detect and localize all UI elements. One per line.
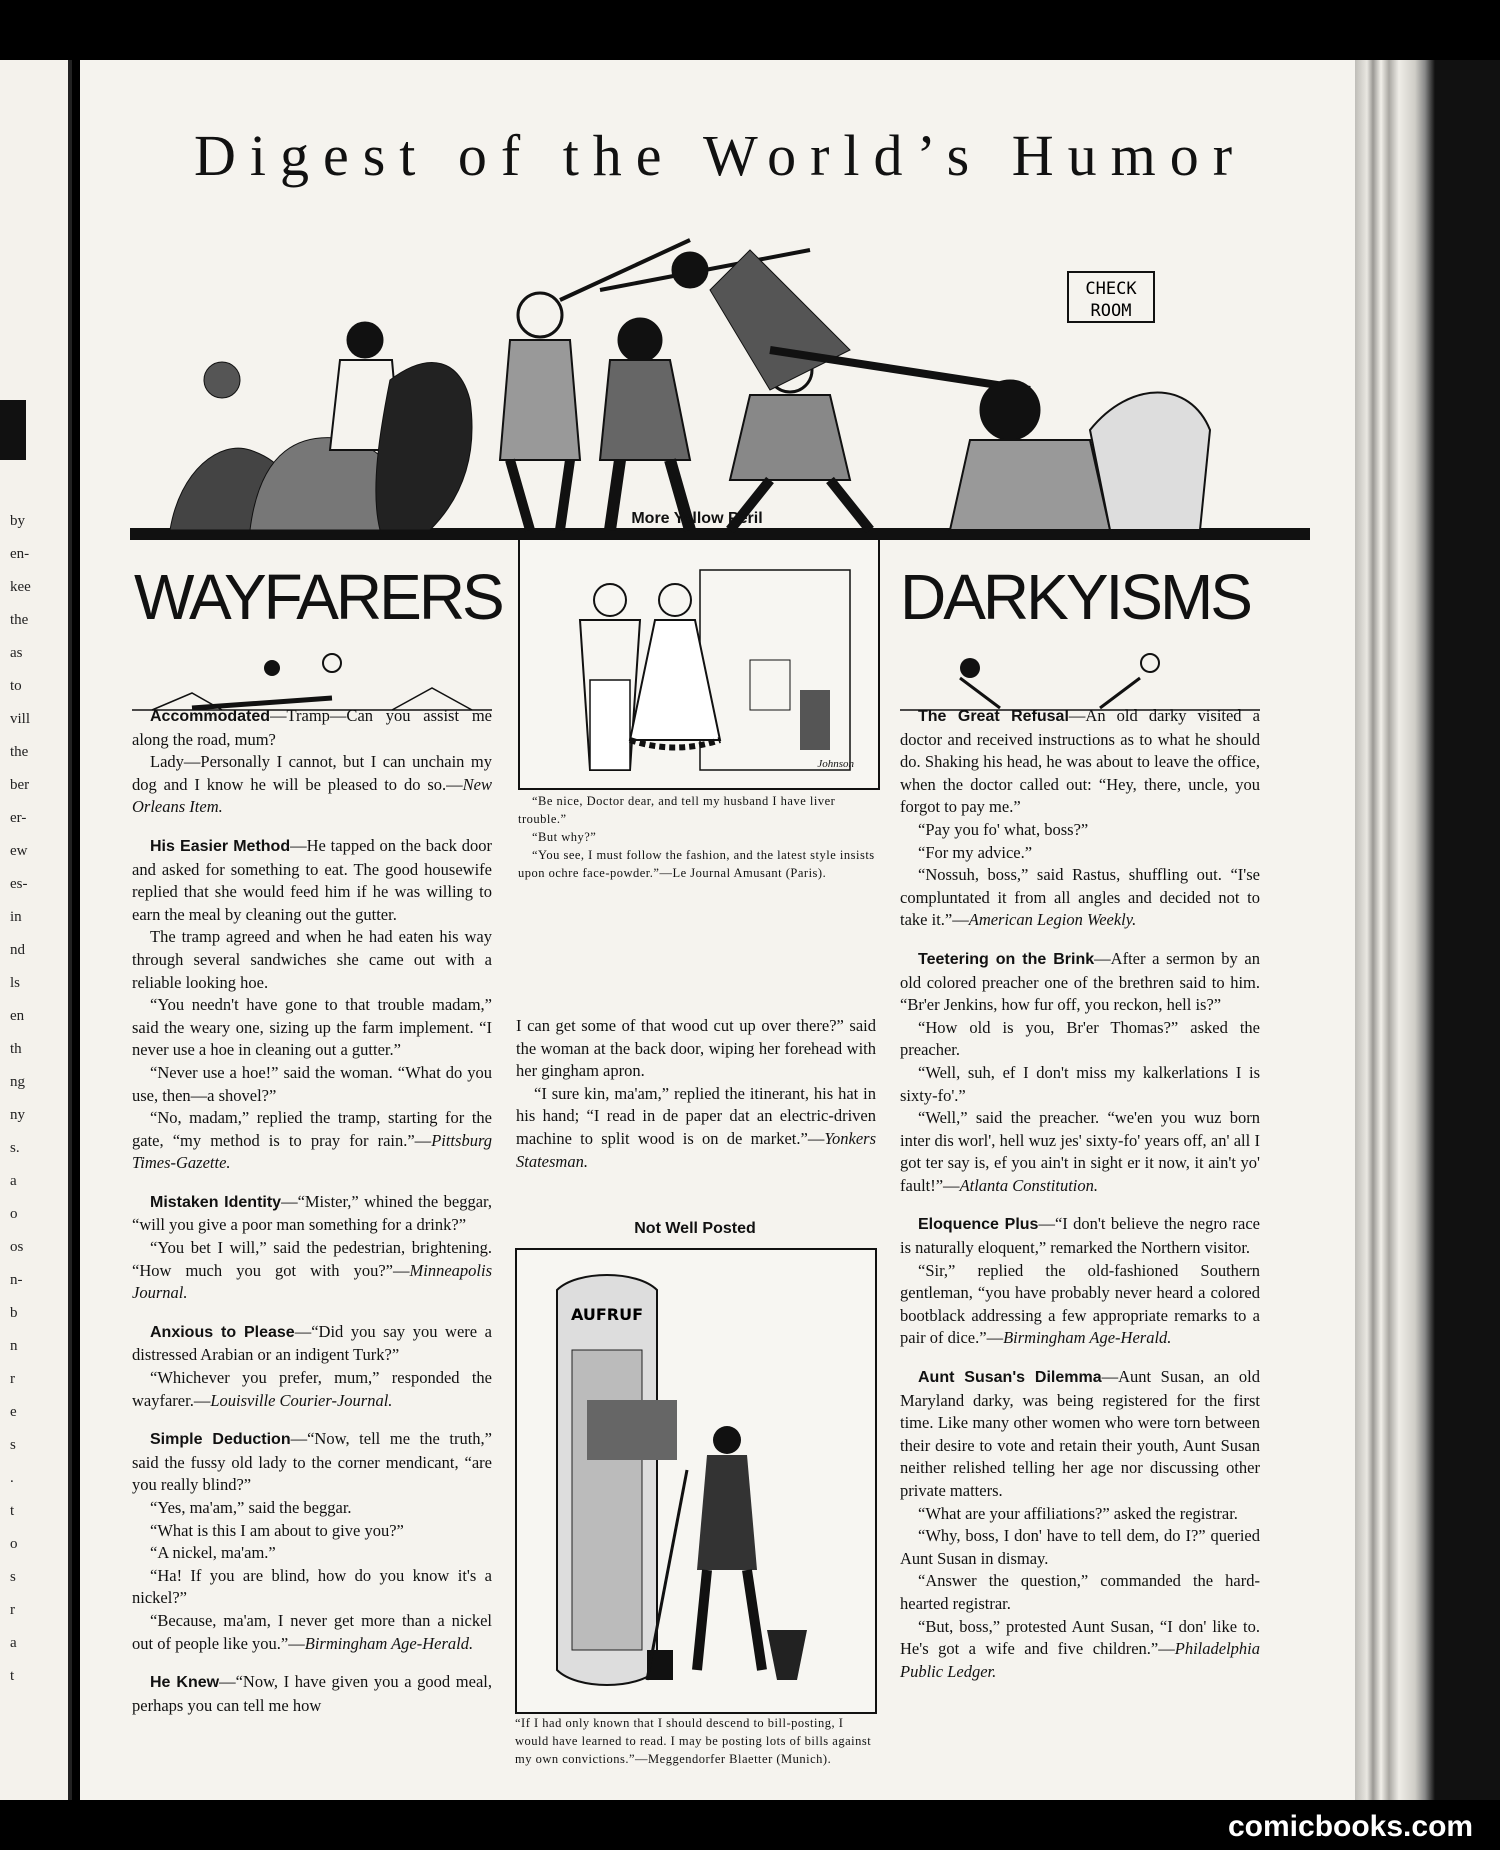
- joke-headline: Simple Deduction: [150, 1431, 291, 1449]
- joke-paragraph: [900, 1213, 1260, 1259]
- joke-text: “But, boss,” protested Aunt Susan, “I don' like to. He's got a wife and five children.”—: [900, 1616, 1260, 1659]
- joke-source: Pittsburg Times-Gazette.: [132, 1130, 492, 1173]
- previous-page-fragment: s.: [10, 1140, 20, 1156]
- section-title-wayfarers: WAYFARERS: [134, 561, 502, 633]
- joke-source: New Orleans Item.: [132, 774, 492, 817]
- cartoon-title-not-well-posted: Not Well Posted: [634, 1220, 756, 1237]
- joke-paragraph: [132, 1610, 492, 1655]
- joke-text: “Well,” said the preacher. “we'en you wuz born inter dis worl', hell wuz jes' sixty-fo' years off, an' all I got ter say is, ef you ain't in sight er it now, it ain't yo' fault!”—: [900, 1108, 1260, 1195]
- section-title-darkyisms: DARKYISMS: [900, 561, 1250, 633]
- procession-illustration: [130, 230, 1310, 550]
- joke-text: “You bet I will,” said the pedestrian, brightening. “How much you got with you?”—: [132, 1238, 492, 1280]
- svg-text:ROOM: ROOM: [1090, 301, 1132, 321]
- joke-text: “Well, suh, ef I don't miss my kalkerlations I is sixty-fo'.”: [900, 1062, 1260, 1105]
- cartoon-caption-yellow-peril: [518, 792, 876, 882]
- previous-page-fragment: er-: [10, 810, 27, 826]
- joke-text: “Whichever you prefer, mum,” responded the wayfarer.—: [132, 1368, 492, 1410]
- joke-paragraph: [900, 1525, 1260, 1570]
- joke-text: “For my advice.”: [918, 842, 1033, 862]
- joke-text: “A nickel, ma'am.”: [150, 1543, 276, 1563]
- joke-paragraph: [900, 1366, 1260, 1503]
- joke-text: —“Now, tell me the truth,” said the fussy old lady to the corner mendicant, “are you really blind?”: [132, 1429, 492, 1495]
- joke-text: —He tapped on the back door and asked for something to eat. The good housewife replied that she would feed him if he was willing to earn the meal by cleaning out the gutter.: [132, 835, 492, 924]
- joke-paragraph: [900, 948, 1260, 1017]
- check-room-sign: [1068, 272, 1154, 322]
- joke-entry: [900, 1366, 1260, 1683]
- joke-text: “Pay you fo' what, boss?”: [918, 819, 1089, 839]
- joke-paragraph: [132, 1367, 492, 1412]
- joke-text: “Yes, ma'am,” said the beggar.: [150, 1498, 352, 1517]
- previous-page-fragment: s: [10, 1569, 16, 1585]
- joke-paragraph: [900, 1616, 1260, 1684]
- previous-page-fragment: o: [10, 1206, 18, 1222]
- previous-page-fragment: the: [10, 612, 29, 628]
- joke-paragraph: [900, 819, 1260, 842]
- previous-page-fragment: a: [10, 1635, 17, 1651]
- joke-source: Yonkers Statesman.: [516, 1128, 876, 1171]
- caption-line: “But why?”: [532, 830, 597, 844]
- joke-paragraph: [132, 1497, 492, 1520]
- joke-paragraph: “I sure kin, ma'am,” replied the itinerant, his hat in his hand; “I read in de paper dat an electric-driven machine to split wood is on de market.”—Yonkers Statesman.: [516, 1083, 876, 1171]
- joke-text: The tramp agreed and when he had eaten his way through several sandwiches she came out with a reliable looking hoe.: [132, 927, 492, 992]
- joke-paragraph: [132, 1671, 492, 1717]
- previous-page-fragment: n-: [10, 1272, 23, 1288]
- joke-headline: Accommodated: [150, 708, 271, 725]
- joke-text: “You needn't have gone to that trouble madam,” said the weary one, sizing up the farm implement. “I never use a hoe in cleaning out a gutter.”: [132, 995, 492, 1060]
- joke-source: Atlanta Constitution.: [959, 1175, 1098, 1195]
- previous-page-fragment: r: [10, 1371, 15, 1387]
- joke-entry: [900, 948, 1260, 1198]
- joke-headline: Mistaken Identity: [150, 1193, 282, 1211]
- wayfarers-column: [132, 705, 492, 1717]
- joke-paragraph: I can get some of that wood cut up over there?” said the woman at the back door, wiping her forehead with her gingham apron.: [516, 1016, 876, 1081]
- previous-page-fragment: a: [10, 1173, 17, 1189]
- joke-text: —Tramp—Can you assist me along the road, mum?: [132, 706, 492, 749]
- joke-text: “Nossuh, boss,” said Rastus, shuffling out. “I'se compluntated it from all angles and decided not to take it.”—: [900, 865, 1260, 930]
- previous-page-fragment: e: [10, 1404, 17, 1420]
- joke-text: “Because, ma'am, I never get more than a nickel out of people like you.”—: [132, 1610, 492, 1653]
- joke-paragraph: [132, 705, 492, 751]
- joke-paragraph: [900, 1062, 1260, 1107]
- joke-paragraph: [132, 1428, 492, 1497]
- previous-page-fragment: r: [10, 1602, 15, 1618]
- joke-text: “How old is you, Br'er Thomas?” asked the preacher.: [900, 1017, 1260, 1060]
- joke-paragraph: [132, 1237, 492, 1305]
- previous-page-fragment: en-: [10, 546, 30, 562]
- joke-source: Minneapolis Journal.: [132, 1260, 492, 1303]
- joke-text: “Sir,” replied the old-fashioned Southern gentleman, “you have probably never heard a colored bootblack addressing a few appropriate remarks to a pair of dice.”—: [900, 1260, 1260, 1348]
- joke-headline: The Great Refusal: [918, 708, 1069, 725]
- page-binding: [68, 60, 72, 1800]
- joke-text: “What is this I am about to give you?”: [150, 1520, 404, 1540]
- joke-paragraph: [132, 1062, 492, 1107]
- joke-headline: Anxious to Please: [150, 1323, 295, 1341]
- joke-text: —“Mister,” whined the beggar, “will you give a poor man something for a drink?”: [132, 1191, 492, 1235]
- joke-text: “Why, boss, I don' have to tell dem, do I?” queried Aunt Susan in dismay.: [900, 1526, 1260, 1568]
- joke-source: American Legion Weekly.: [968, 910, 1137, 930]
- joke-paragraph: [900, 1017, 1260, 1062]
- joke-headline: His Easier Method: [150, 837, 291, 855]
- page-title: Digest of the World’s Humor: [193, 123, 1247, 188]
- joke-text: “What are your affiliations?” asked the registrar.: [918, 1503, 1238, 1523]
- joke-text: —“Now, I have given you a good meal, perhaps you can tell me how: [132, 1672, 492, 1715]
- previous-page-fragment: .: [10, 1470, 14, 1486]
- joke-paragraph: [132, 1542, 492, 1565]
- joke-headline: Eloquence Plus: [918, 1216, 1039, 1234]
- joke-entry: [132, 1321, 492, 1412]
- previous-page-fragment: nd: [10, 942, 25, 958]
- joke-entry: [900, 705, 1260, 932]
- cartoon-not-well-posted: [515, 1248, 877, 1714]
- joke-paragraph: [132, 1191, 492, 1237]
- joke-paragraph: [132, 1321, 492, 1367]
- joke-text: “Answer the question,” commanded the hard-hearted registrar.: [900, 1571, 1260, 1613]
- joke-entry: [132, 1671, 492, 1717]
- black-tab-mark: [0, 400, 26, 460]
- svg-text:CHECK: CHECK: [1085, 279, 1137, 299]
- doctor-and-woman-drawing: [520, 540, 878, 788]
- previous-page-fragment: es-: [10, 876, 28, 892]
- previous-page-fragment: kee: [10, 579, 31, 595]
- cartoon-caption-not-well-posted: “If I had only known that I should descend to bill-posting, I would have learned to read. I may be posting lots of bills against my own convictions.”—Meggendorfer Blaetter (Munich).: [515, 1716, 872, 1766]
- previous-page-fragment: t: [10, 1668, 15, 1684]
- joke-paragraph: [132, 751, 492, 819]
- bill-poster-drawing: [517, 1250, 875, 1712]
- joke-paragraph: [900, 1260, 1260, 1350]
- previous-page-fragment: ng: [10, 1074, 25, 1090]
- joke-paragraph: [132, 994, 492, 1062]
- cartoon-title-yellow-peril: More Yellow Peril: [631, 510, 763, 527]
- joke-entry: [132, 835, 492, 1175]
- joke-paragraph: [132, 1520, 492, 1543]
- joke-text: —Aunt Susan, an old Maryland darky, was being registered for the first time. Like many other women who were torn between their desire to vote and retain their youth, Aunt Susan neither relished telling her age nor discussing other private matters.: [900, 1367, 1260, 1500]
- caption-line: “Be nice, Doctor dear, and tell my husband I have liver trouble.”: [518, 794, 836, 826]
- cartoon-yellow-peril: [518, 538, 880, 790]
- previous-page-fragment: ls: [10, 975, 21, 991]
- previous-page-fragment: os: [10, 1239, 24, 1255]
- joke-text: —“Did you say you were a distressed Arabian or an indigent Turk?”: [132, 1321, 493, 1365]
- joke-text: —“I don't believe the negro race is naturally eloquent,” remarked the Northern visitor.: [900, 1214, 1260, 1258]
- previous-page-fragment: th: [10, 1041, 22, 1057]
- previous-page-fragment: en: [10, 1008, 25, 1024]
- previous-page-fragment: ew: [10, 843, 28, 859]
- joke-headline: Aunt Susan's Dilemma: [918, 1369, 1102, 1387]
- joke-paragraph: [132, 926, 492, 994]
- joke-entry: [132, 1191, 492, 1305]
- previous-page-edge: [0, 60, 72, 1800]
- joke-text: “Ha! If you are blind, how do you know it's a nickel?”: [132, 1565, 492, 1608]
- magazine-page: [80, 60, 1355, 1800]
- joke-text: —After a sermon by an old colored preacher one of the brethren said to him. “Br'er Jenkins, how fur off, you reckon, hell is?”: [900, 948, 1260, 1015]
- joke-paragraph: [900, 1107, 1260, 1197]
- joke-paragraph: [900, 1503, 1260, 1526]
- svg-text:AUFRUF: AUFRUF: [570, 1305, 644, 1324]
- joke-entry: [132, 705, 492, 819]
- joke-entry: [900, 1213, 1260, 1350]
- joke-source: Birmingham Age-Herald.: [1003, 1328, 1172, 1348]
- previous-page-fragment: s: [10, 1437, 16, 1453]
- page-stack-edge: [1355, 60, 1500, 1800]
- caption-line: “You see, I must follow the fashion, and the latest style insists upon ochre face-powder.”—Le Journal Amusant (Paris).: [518, 848, 875, 880]
- previous-page-fragment: ber: [10, 777, 30, 793]
- previous-page-fragment: ny: [10, 1107, 25, 1123]
- previous-page-fragment: in: [10, 909, 22, 925]
- joke-paragraph: [900, 1570, 1260, 1615]
- previous-page-fragment: t: [10, 1503, 15, 1519]
- site-watermark: comicbooks.com: [1228, 1810, 1474, 1843]
- joke-paragraph: [132, 835, 492, 926]
- joke-source: Birmingham Age-Herald.: [304, 1633, 474, 1653]
- joke-text: Lady—Personally I cannot, but I can unchain my dog and I know he will be pleased to do so.—: [132, 752, 492, 794]
- previous-page-fragment: by: [10, 513, 25, 529]
- joke-headline: Teetering on the Brink: [918, 950, 1095, 968]
- joke-paragraph: [132, 1565, 492, 1610]
- previous-page-fragment: as: [10, 645, 23, 661]
- joke-paragraph: [132, 1107, 492, 1175]
- previous-page-fragment: o: [10, 1536, 18, 1552]
- joke-text: “Never use a hoe!” said the woman. “What do you use, then—a shovel?”: [132, 1062, 492, 1105]
- joke-headline: He Knew: [150, 1674, 220, 1692]
- joke-paragraph: [900, 705, 1260, 819]
- cartoonist-signature: Johnson: [817, 758, 854, 770]
- joke-source: Louisville Courier-Journal.: [210, 1390, 393, 1410]
- previous-page-fragment: n: [10, 1338, 18, 1354]
- joke-text: —An old darky visited a doctor and received instructions as to what he should do. Shaking his head, he was about to leave the office, when the doctor called out: “Hey, there, uncle, you forgot to pay me.”: [900, 706, 1260, 817]
- joke-entry: [132, 1428, 492, 1655]
- joke-paragraph: [900, 842, 1260, 865]
- joke-text: “No, madam,” replied the tramp, starting for the gate, “my method is to pray for rain.”—: [132, 1108, 492, 1150]
- joke-source: Philadelphia Public Ledger.: [900, 1639, 1260, 1681]
- darkyisms-column: [900, 705, 1260, 1683]
- previous-page-fragment: to: [10, 678, 22, 694]
- previous-page-fragment: the: [10, 744, 29, 760]
- previous-page-fragment: vill: [10, 711, 31, 727]
- previous-page-fragment: b: [10, 1305, 18, 1321]
- col2-text: [516, 1015, 876, 1173]
- joke-paragraph: [900, 864, 1260, 932]
